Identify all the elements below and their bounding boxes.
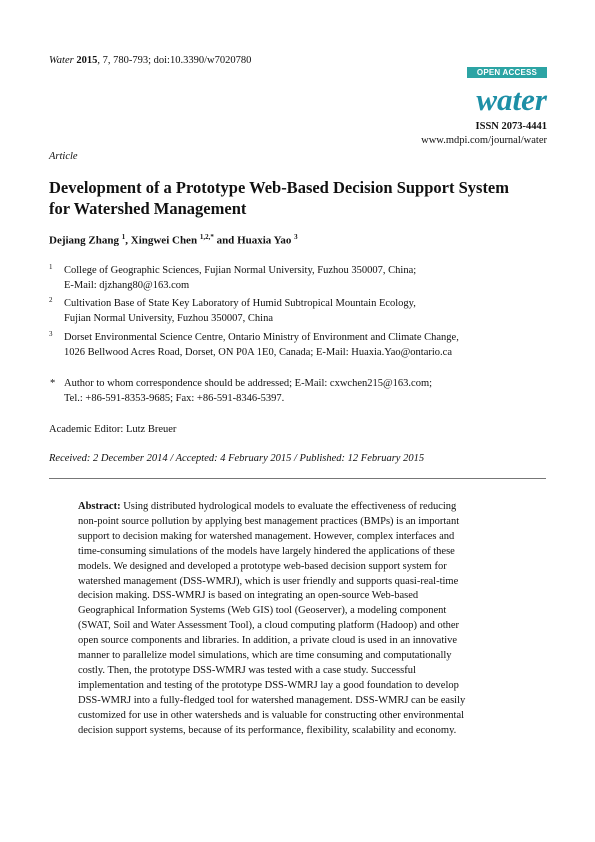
abstract-line: manner to parallelize model simulations, which are time consuming and computationally — [78, 650, 452, 662]
abstract-line: (SWAT, Soil and Water Assessment Tool), a cloud computing platform (Hadoop) and other — [78, 620, 460, 632]
academic-editor: Academic Editor: Lutz Breuer — [49, 424, 177, 435]
author-name: Huaxia Yao — [237, 234, 292, 247]
author-name: Dejiang Zhang — [49, 234, 119, 247]
abstract-line: watershed management (DSS-WMRJ), which is user friendly and supports quasi-real-time — [78, 575, 459, 587]
affiliation-number: 2 — [49, 296, 53, 304]
affiliation-number: 3 — [49, 330, 53, 338]
affiliation-email[interactable]: E-Mail: djzhang80@163.com — [64, 280, 190, 291]
abstract-line — [78, 500, 518, 515]
author-separator: and — [213, 234, 238, 247]
abstract-line: non-point source pollution by applying best management practices (BMPs) is an important — [78, 515, 460, 527]
affiliation-line: Fujian Normal University, Fuzhou 350007, China — [64, 313, 274, 324]
affiliation-line[interactable]: 1026 Bellwood Acres Road, Dorset, ON P0A 1E0, Canada; E-Mail: Huaxia.Yao@ontario.ca — [64, 347, 452, 358]
abstract-line: time-consuming simulations of the models have largely hindered the applications of these — [78, 545, 455, 557]
affiliation-2 — [49, 296, 559, 328]
author-list — [49, 233, 298, 247]
abstract-line: DSS-WMRJ into a fully-fledged tool for watershed management. DSS-WMRJ can be easily — [78, 694, 466, 706]
journal-logo: water — [476, 82, 547, 117]
journal-name: Water — [49, 55, 74, 66]
abstract-line: open source components and libraries. In addition, a private cloud is used in an innovative — [78, 635, 458, 647]
author-affiliation-mark: 1,2,* — [199, 233, 214, 241]
correspondence-note — [49, 376, 559, 408]
affiliation-line: Cultivation Base of State Key Laboratory of Humid Subtropical Mountain Ecology, — [64, 298, 416, 309]
abstract-line: models. We designed and developed a prototype web-based decision support system for — [78, 560, 447, 572]
abstract-line: decision making. DSS-WMRJ is based on integrating an open-source Web-based — [78, 590, 419, 602]
author-affiliation-mark: 3 — [294, 233, 298, 241]
author-affiliation-mark: 1 — [121, 233, 126, 241]
publication-dates: Received: 2 December 2014 / Accepted: 4 February 2015 / Published: 12 February 2015 — [49, 453, 425, 464]
affiliation-text — [64, 263, 564, 293]
correspondence-mark: * — [50, 378, 56, 389]
citation-details: , 7, 780-793; doi:10.3390/w7020780 — [97, 55, 252, 66]
abstract-line: decision support systems, because of its performance, flexibility, scalability and economy. — [78, 724, 457, 736]
abstract — [78, 500, 518, 739]
abstract-line: customized for use in other watersheds and is valuable for constructing other environmental — [78, 709, 465, 721]
affiliation-number: 1 — [49, 263, 53, 271]
correspondence-text — [64, 376, 564, 406]
affiliation-text — [64, 296, 564, 326]
affiliation-1 — [49, 263, 559, 295]
abstract-text: Using distributed hydrological models to evaluate the effectiveness of reducing — [120, 501, 457, 512]
abstract-label: Abstract: — [78, 501, 121, 512]
affiliation-3 — [49, 330, 559, 362]
article-type: Article — [49, 151, 78, 162]
divider — [49, 478, 546, 479]
citation-line — [49, 55, 251, 66]
correspondence-line[interactable]: Author to whom correspondence should be addressed; E-Mail: cxwchen215@163.com; — [64, 378, 433, 389]
abstract-line: support to decision making for watershed management. However, complex interfaces and — [78, 530, 455, 542]
article-title: Development of a Prototype Web-Based Decision Support System for Watershed Management — [49, 178, 510, 218]
journal-url[interactable]: www.mdpi.com/journal/water — [421, 135, 547, 146]
abstract-line: Geographical Information Systems (Web GIS) tool (Geoserver), a modeling component — [78, 605, 447, 617]
open-access-badge: OPEN ACCESS — [467, 67, 547, 78]
author-separator: , — [125, 234, 131, 247]
abstract-line: costly. Then, the prototype DSS-WMRJ was tested with a case study. Successful — [78, 664, 416, 676]
author-name: Xingwei Chen — [130, 234, 198, 247]
citation-year: 2015 — [76, 55, 98, 66]
affiliation-line: Dorset Environmental Science Centre, Ontario Ministry of Environment and Climate Change, — [64, 332, 459, 343]
affiliation-text — [64, 330, 564, 360]
issn: ISSN 2073-4441 — [475, 121, 547, 132]
correspondence-line: Tel.: +86-591-8353-9685; Fax: +86-591-8346-5397. — [64, 393, 285, 404]
affiliation-line: College of Geographic Sciences, Fujian Normal University, Fuzhou 350007, China; — [64, 265, 417, 276]
abstract-line: implementation and testing of the prototype DSS-WMRJ lay a good foundation to develop — [78, 679, 459, 691]
